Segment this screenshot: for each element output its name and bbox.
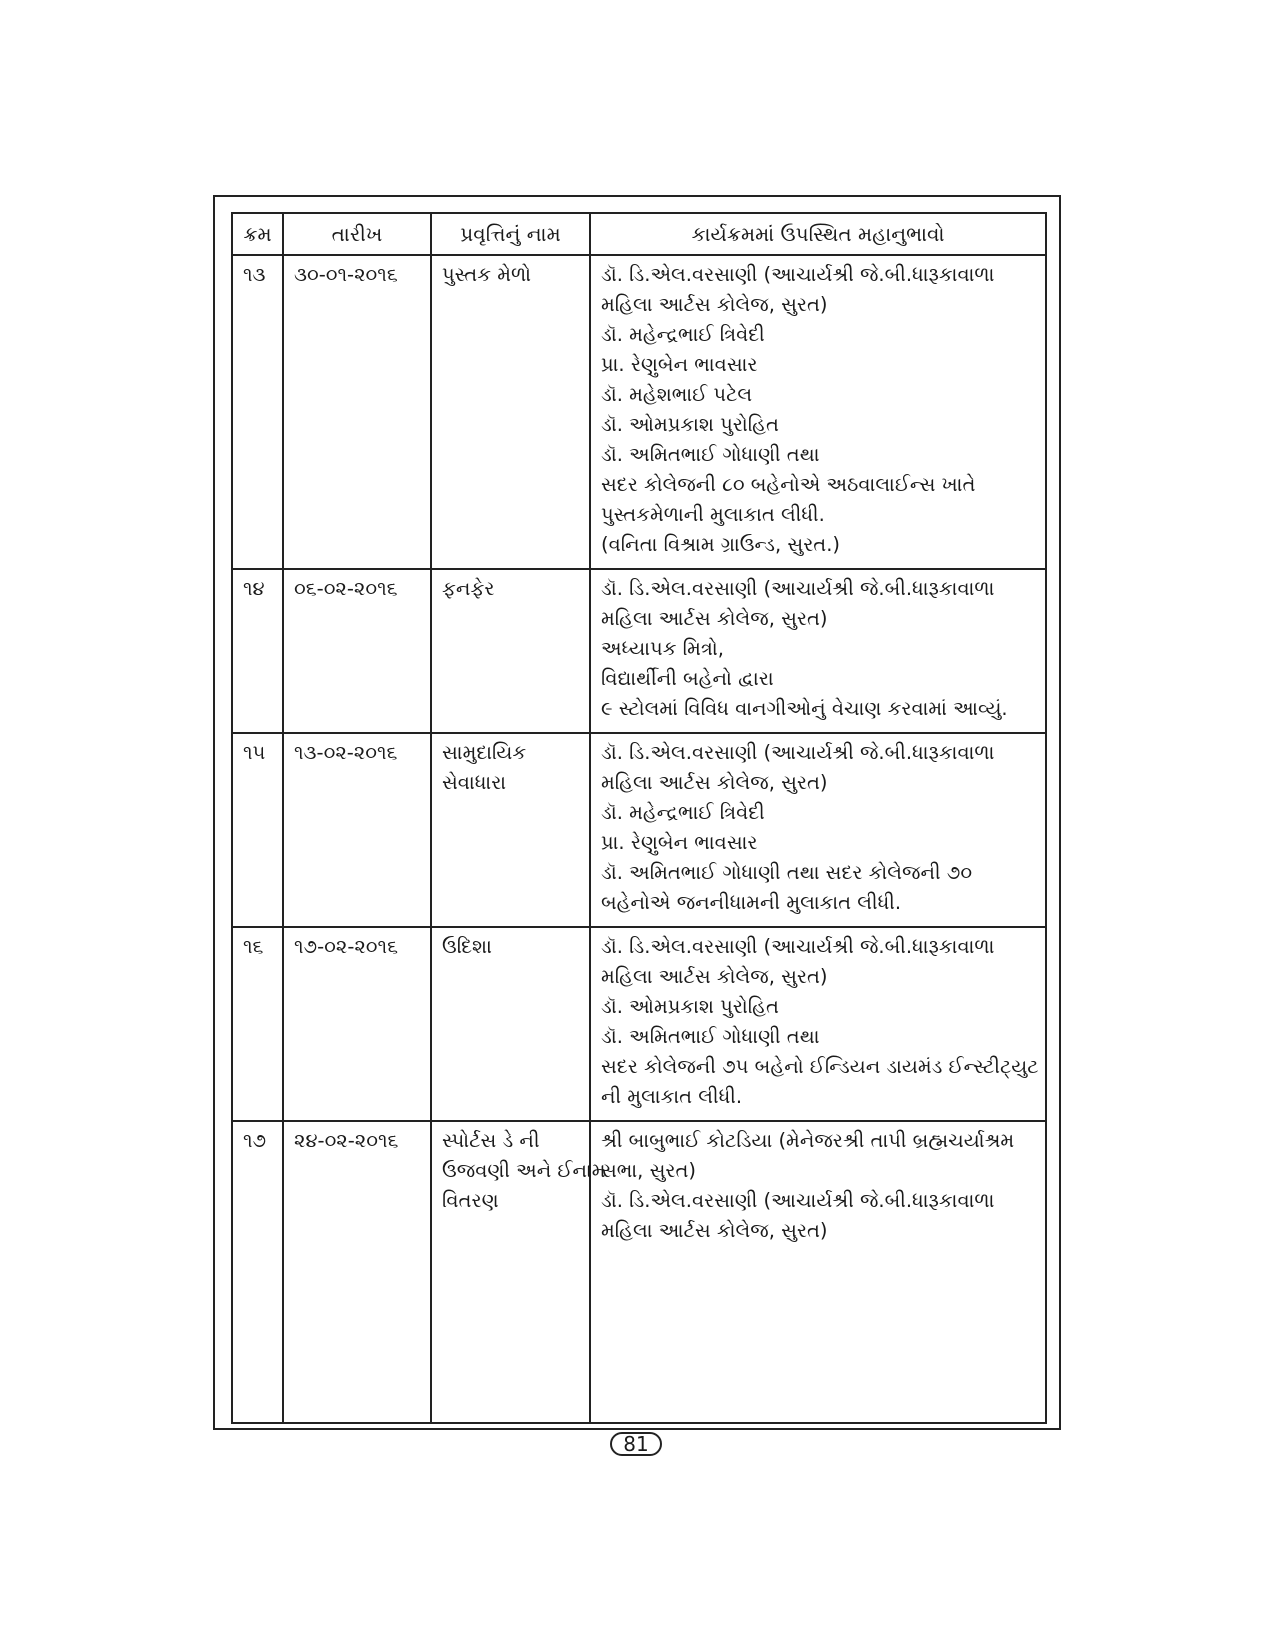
- guest-line: સદર કોલેજની ૭૫ બહેનો ઈન્ડિયન ડાયમંડ ઈન્સ્ટીટ્યુટ: [601, 1055, 1039, 1078]
- date-cell: ૦૬-૦૨-૨૦૧૬: [283, 569, 431, 733]
- guest-line: મહિલા આર્ટસ કોલેજ, સુરત): [601, 607, 828, 630]
- guest-line: અધ્યાપક મિત્રો,: [601, 637, 724, 660]
- guest-line: ડૉ. ડિ.એલ.વરસાણી (આચાર્યશ્રી જે.બી.ધારૂકાવાળા: [601, 263, 995, 286]
- activity-cell: [431, 1121, 606, 1423]
- serial-cell: ૧૫: [232, 733, 283, 927]
- guest-line: મહિલા આર્ટસ કોલેજ, સુરત): [601, 771, 828, 794]
- date-cell: ૧૭-૦૨-૨૦૧૬: [283, 927, 431, 1121]
- guest-line: ડૉ. ઓમપ્રકાશ પુરોહિત: [601, 995, 779, 1018]
- guests-cell: [590, 255, 1046, 569]
- guest-line: મહિલા આર્ટસ કોલેજ, સુરત): [601, 1219, 828, 1242]
- guest-line: પુસ્તકમેળાની મુલાકાત લીધી.: [601, 503, 825, 526]
- table-row: [232, 1121, 1046, 1423]
- guest-line: ડૉ. ડિ.એલ.વરસાણી (આચાર્યશ્રી જે.બી.ધારૂકાવાળા: [601, 577, 995, 600]
- guest-line: શ્રી બાબુભાઈ કોટડિયા (મેનેજરશ્રી તાપી બ્રહ્મચર્યાશ્રમ: [601, 1129, 1015, 1152]
- guests-cell: [590, 569, 1046, 733]
- activity-cell: [431, 927, 590, 1121]
- date-cell: ૨૪-૦૨-૨૦૧૬: [283, 1121, 431, 1423]
- guests-cell: [590, 733, 1046, 927]
- guest-line: ડૉ. ઓમપ્રકાશ પુરોહિત: [601, 413, 779, 436]
- guest-line: સભા, સુરત): [601, 1159, 696, 1182]
- activity-cell: [431, 255, 590, 569]
- activity-line: ઉદિશા: [442, 935, 492, 958]
- guest-line: ની મુલાકાત લીધી.: [601, 1085, 743, 1108]
- guest-line: મહિલા આર્ટસ કોલેજ, સુરત): [601, 965, 828, 988]
- table-body: [232, 255, 1046, 1423]
- guest-line: વિદ્યાર્થીની બહેનો દ્વારા: [601, 667, 774, 690]
- header-activity: પ્રવૃત્તિનું નામ: [431, 213, 590, 255]
- guest-line: પ્રા. રેણુબેન ભાવસાર: [601, 353, 758, 376]
- activity-cell: [431, 733, 590, 927]
- activity-line: સામુદાયિક: [442, 741, 527, 764]
- header-serial: ક્રમ: [232, 213, 283, 255]
- table-header-row: [232, 213, 1046, 255]
- activity-line: ઉજવણી અને ઈનામ: [442, 1159, 606, 1182]
- serial-cell: ૧૬: [232, 927, 283, 1121]
- guest-line: ડૉ. ડિ.એલ.વરસાણી (આચાર્યશ્રી જે.બી.ધારૂકાવાળા: [601, 935, 995, 958]
- guests-cell: [590, 927, 1046, 1121]
- activity-line: સ્પોર્ટસ ડે ની: [442, 1129, 540, 1152]
- page-number: 81: [610, 1432, 662, 1456]
- date-cell: ૧૩-૦૨-૨૦૧૬: [283, 733, 431, 927]
- guest-line: ડૉ. અમિતભાઈ ગોધાણી તથા: [601, 1025, 820, 1048]
- activity-cell: [431, 569, 590, 733]
- guest-line: ડૉ. ડિ.એલ.વરસાણી (આચાર્યશ્રી જે.બી.ધારૂકાવાળા: [601, 1189, 995, 1212]
- header-date: તારીખ: [283, 213, 431, 255]
- table-row: [232, 569, 1046, 733]
- activity-line: પુસ્તક મેળો: [442, 263, 532, 286]
- header-guests: કાર્યક્રમમાં ઉપસ્થિત મહાનુભાવો: [590, 213, 1046, 255]
- guest-line: પ્રા. રેણુબેન ભાવસાર: [601, 831, 758, 854]
- guest-line: ડૉ. મહેન્દ્રભાઈ ત્રિવેદી: [601, 801, 765, 824]
- guests-cell: [590, 1121, 1046, 1423]
- guest-line: ડૉ. અમિતભાઈ ગોધાણી તથા સદર કોલેજની ૭૦: [601, 861, 973, 884]
- guest-line: ડૉ. ડિ.એલ.વરસાણી (આચાર્યશ્રી જે.બી.ધારૂકાવાળા: [601, 741, 995, 764]
- activity-line: વિતરણ: [442, 1189, 499, 1212]
- serial-cell: ૧૪: [232, 569, 283, 733]
- serial-cell: ૧૩: [232, 255, 283, 569]
- guest-line: સદર કોલેજની ૮૦ બહેનોએ અઠવાલાઈન્સ ખાતે: [601, 473, 976, 496]
- activity-line: ફનફેર: [442, 577, 495, 600]
- guest-line: ડૉ. મહેશભાઈ પટેલ: [601, 383, 753, 406]
- activities-table: [231, 212, 1047, 1424]
- guest-line: (વનિતા વિશ્રામ ગ્રાઉન્ડ, સુરત.): [601, 533, 841, 556]
- activity-line: સેવાધારા: [442, 771, 507, 794]
- table-row: [232, 927, 1046, 1121]
- date-cell: ૩૦-૦૧-૨૦૧૬: [283, 255, 431, 569]
- guest-line: ડૉ. અમિતભાઈ ગોધાણી તથા: [601, 443, 820, 466]
- guest-line: મહિલા આર્ટસ કોલેજ, સુરત): [601, 293, 828, 316]
- table-row: [232, 733, 1046, 927]
- guest-line: ૯ સ્ટોલમાં વિવિધ વાનગીઓનું વેચાણ કરવામાં આવ્યું.: [601, 697, 1008, 720]
- serial-cell: ૧૭: [232, 1121, 283, 1423]
- guest-line: બહેનોએ જનનીધામની મુલાકાત લીધી.: [601, 891, 902, 914]
- guest-line: ડૉ. મહેન્દ્રભાઈ ત્રિવેદી: [601, 323, 765, 346]
- table-row: [232, 255, 1046, 569]
